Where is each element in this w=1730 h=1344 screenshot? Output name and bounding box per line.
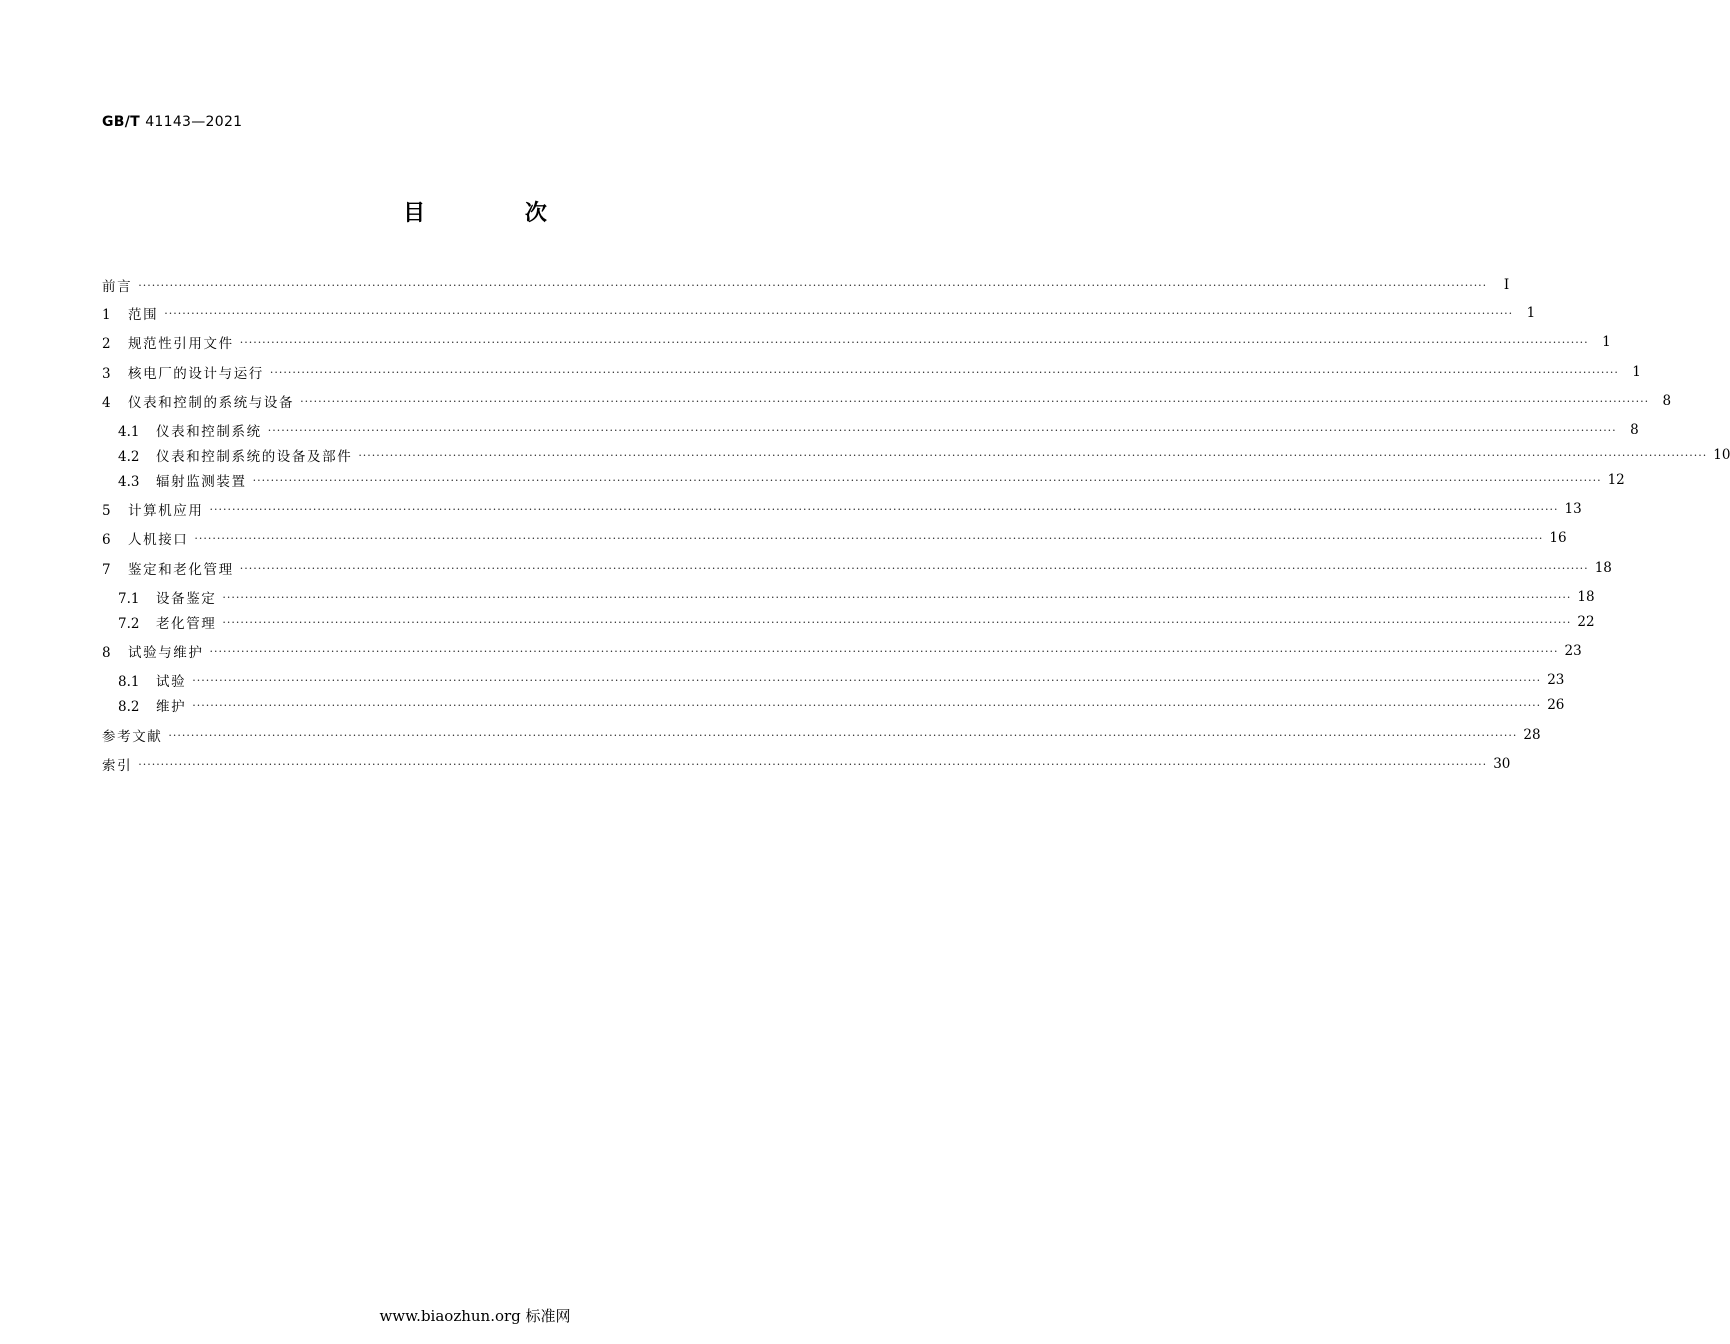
toc-section-number: 5 bbox=[102, 503, 111, 519]
standard-prefix: GB/T bbox=[102, 114, 141, 130]
toc-page-number: 16 bbox=[1549, 530, 1567, 546]
toc-leader-dots: ············································································································································································································································································································ bbox=[358, 448, 1708, 462]
toc-entry-label bbox=[118, 470, 247, 490]
toc-entry-label bbox=[102, 275, 132, 295]
toc-section-title: 仪表和控制系统 bbox=[156, 424, 262, 440]
toc-page-number: 26 bbox=[1547, 697, 1565, 713]
toc-page-number: 23 bbox=[1547, 672, 1565, 688]
toc-section-number: 6 bbox=[102, 532, 111, 548]
toc-page-number: 1 bbox=[1602, 334, 1611, 350]
toc-entry-label bbox=[102, 391, 294, 411]
toc-page-number: 8 bbox=[1630, 422, 1639, 438]
toc-entry[interactable] bbox=[118, 586, 1595, 608]
toc-section-title: 设备鉴定 bbox=[156, 591, 217, 607]
toc-entry-label bbox=[118, 420, 262, 440]
toc-page-number: 18 bbox=[1594, 560, 1612, 576]
toc-entry-label bbox=[118, 445, 352, 465]
toc-entry[interactable] bbox=[102, 302, 1536, 324]
standard-number: 41143—2021 bbox=[145, 114, 243, 130]
toc-entry[interactable] bbox=[102, 640, 1582, 662]
toc-leader-dots: ············································································································································································································································································································ bbox=[222, 615, 1572, 629]
toc-section-number: 4.3 bbox=[118, 474, 140, 490]
toc-page-number: 1 bbox=[1632, 364, 1641, 380]
toc-leader-dots: ············································································································································································································································································································ bbox=[168, 728, 1518, 742]
toc-leader-dots: ············································································································································································································································································································ bbox=[239, 561, 1589, 575]
page-title: 目 次 bbox=[403, 201, 593, 226]
toc-section-number: 4.1 bbox=[118, 424, 140, 440]
toc-entry-label bbox=[118, 612, 216, 632]
toc-leader-dots: ············································································································································································································································································································ bbox=[164, 306, 1514, 320]
toc-entry-label bbox=[102, 332, 234, 352]
toc-entry-label bbox=[102, 558, 234, 578]
toc-entry-label bbox=[118, 587, 216, 607]
toc-section-title: 规范性引用文件 bbox=[128, 336, 234, 352]
toc-entry[interactable] bbox=[102, 527, 1567, 549]
toc-leader-dots: ············································································································································································································································································································ bbox=[138, 278, 1488, 292]
toc-section-title: 辐射监测装置 bbox=[156, 474, 247, 490]
toc-section-number: 1 bbox=[102, 307, 111, 323]
toc-section-title: 参考文献 bbox=[102, 729, 163, 745]
toc-section-title: 核电厂的设计与运行 bbox=[128, 366, 264, 382]
toc-leader-dots: ············································································································································································································································································································ bbox=[209, 644, 1559, 658]
toc-section-number: 8.2 bbox=[118, 699, 140, 715]
toc-page-number: 22 bbox=[1577, 614, 1595, 630]
toc-entry-label bbox=[118, 695, 186, 715]
standard-code bbox=[102, 114, 242, 130]
toc-section-title: 仪表和控制的系统与设备 bbox=[128, 395, 295, 411]
toc-entry-label bbox=[102, 303, 158, 323]
toc-section-number: 2 bbox=[102, 336, 111, 352]
toc-entry[interactable] bbox=[118, 444, 1730, 466]
toc-section-title: 范围 bbox=[128, 307, 159, 323]
toc-section-title: 试验与维护 bbox=[128, 645, 204, 661]
toc-entry[interactable] bbox=[118, 469, 1625, 491]
toc-section-number: 7.1 bbox=[118, 591, 140, 607]
toc-entry[interactable] bbox=[118, 611, 1595, 633]
toc-page-number: 10 bbox=[1713, 447, 1730, 463]
toc-entry-label bbox=[102, 499, 204, 519]
toc-section-number: 8.1 bbox=[118, 674, 140, 690]
toc-page-number: 23 bbox=[1564, 643, 1582, 659]
toc-leader-dots: ············································································································································································································································································································ bbox=[300, 394, 1650, 408]
toc-entry[interactable] bbox=[102, 557, 1612, 579]
toc-leader-dots: ············································································································································································································································································································ bbox=[138, 757, 1488, 771]
toc-page-number: Ⅰ bbox=[1503, 277, 1510, 293]
toc-leader-dots: ············································································································································································································································································································ bbox=[252, 473, 1602, 487]
toc-section-title: 试验 bbox=[156, 674, 187, 690]
toc-leader-dots: ············································································································································································································································································································ bbox=[222, 590, 1572, 604]
toc-entry-label bbox=[118, 670, 186, 690]
toc-section-title: 老化管理 bbox=[156, 616, 217, 632]
toc-section-number: 3 bbox=[102, 366, 111, 382]
toc-entry-label bbox=[102, 725, 162, 745]
toc-page-number: 13 bbox=[1564, 501, 1582, 517]
toc-page-number: 18 bbox=[1577, 589, 1595, 605]
toc-section-number: 7 bbox=[102, 562, 111, 578]
toc-section-number: 7.2 bbox=[118, 616, 140, 632]
toc-page-number: 1 bbox=[1526, 305, 1536, 321]
toc-entry[interactable] bbox=[118, 419, 1639, 441]
toc-entry-label bbox=[102, 754, 132, 774]
toc-entry[interactable] bbox=[118, 694, 1565, 716]
toc-section-title: 仪表和控制系统的设备及部件 bbox=[156, 449, 353, 465]
toc-entry-label bbox=[102, 528, 188, 548]
toc-entry[interactable] bbox=[102, 753, 1511, 775]
toc-page-number: 30 bbox=[1493, 756, 1511, 772]
toc-section-title: 计算机应用 bbox=[128, 503, 204, 519]
toc-leader-dots: ············································································································································································································································································································ bbox=[267, 423, 1617, 437]
toc-leader-dots: ············································································································································································································································································································ bbox=[192, 698, 1542, 712]
toc-section-title: 鉴定和老化管理 bbox=[128, 562, 234, 578]
toc-entry[interactable] bbox=[102, 724, 1541, 746]
toc-leader-dots: ············································································································································································································································································································ bbox=[269, 365, 1619, 379]
toc-entry[interactable] bbox=[102, 390, 1672, 412]
toc-entry[interactable] bbox=[102, 361, 1641, 383]
toc-page-number: 28 bbox=[1523, 727, 1541, 743]
toc-page-number: 8 bbox=[1662, 393, 1672, 409]
toc-section-title: 人机接口 bbox=[128, 532, 189, 548]
toc-section-title: 维护 bbox=[156, 699, 187, 715]
toc-leader-dots: ············································································································································································································································································································ bbox=[239, 335, 1589, 349]
toc-leader-dots: ············································································································································································································································································································ bbox=[209, 502, 1559, 516]
toc-entry[interactable] bbox=[102, 274, 1510, 296]
toc-entry[interactable] bbox=[102, 331, 1611, 353]
toc-entry-label bbox=[102, 641, 204, 661]
footer-watermark: www.biaozhun.org 标准网 bbox=[379, 1307, 571, 1325]
toc-section-title: 索引 bbox=[102, 758, 133, 774]
toc-entry[interactable] bbox=[118, 669, 1565, 691]
toc-section-number: 8 bbox=[102, 645, 111, 661]
toc-leader-dots: ············································································································································································································································································································ bbox=[194, 531, 1544, 545]
toc-entry-label bbox=[102, 362, 264, 382]
toc-page-number: 12 bbox=[1607, 472, 1625, 488]
toc-entry[interactable] bbox=[102, 498, 1582, 520]
toc-section-number: 4.2 bbox=[118, 449, 140, 465]
toc-section-number: 4 bbox=[102, 395, 111, 411]
toc-section-title: 前言 bbox=[102, 279, 133, 295]
toc-leader-dots: ············································································································································································································································································································ bbox=[192, 673, 1542, 687]
